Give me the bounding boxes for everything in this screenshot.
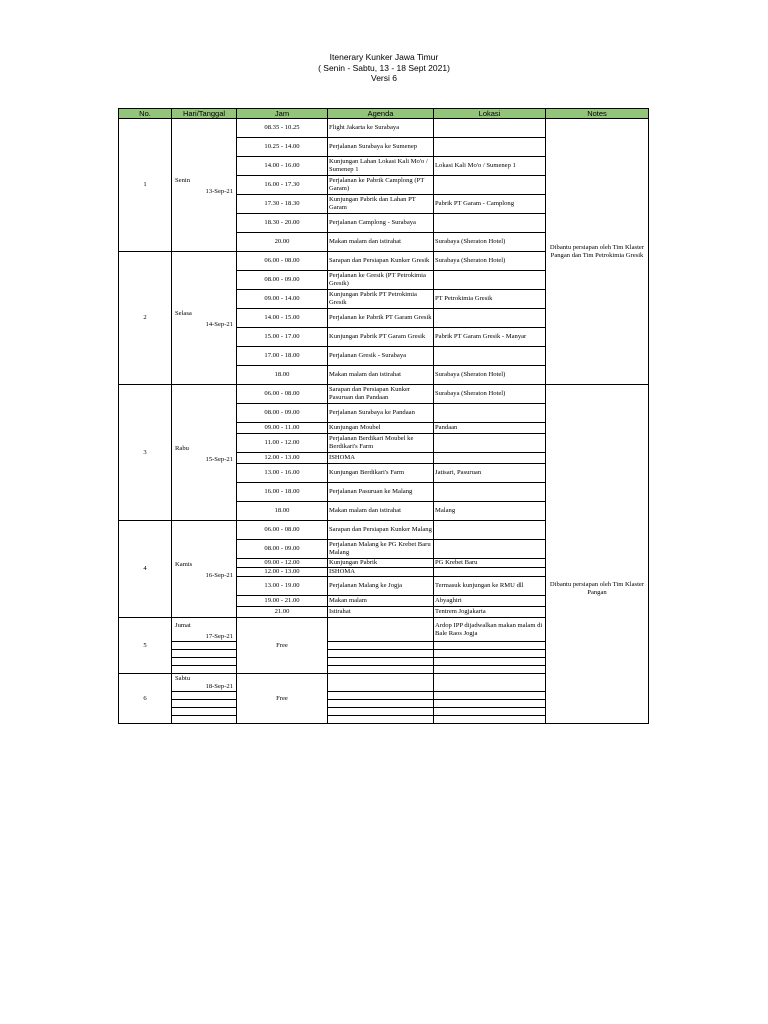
agenda-cell bbox=[328, 715, 434, 723]
location-cell: Malang bbox=[434, 502, 546, 521]
agenda-cell bbox=[328, 618, 434, 642]
time-cell: 19.00 - 21.00 bbox=[237, 596, 328, 607]
table-header-row bbox=[119, 109, 649, 119]
time-cell: 06.00 - 08.00 bbox=[237, 521, 328, 540]
time-cell: 09.00 - 12.00 bbox=[237, 559, 328, 568]
notes-cell: Dibantu persiapan oleh Tim Klaster Pangan dan Tim Petrokimia Gresik bbox=[546, 119, 649, 385]
location-cell: PG Krebet Baru bbox=[434, 559, 546, 568]
time-cell: 18.00 bbox=[237, 366, 328, 385]
location-cell: Surabaya (Sheraton Hotel) bbox=[434, 366, 546, 385]
itinerary-table bbox=[118, 108, 649, 724]
location-cell: Pabrik PT Garam Gresik - Manyar bbox=[434, 328, 546, 347]
location-cell: Lokasi Kali Mo'o / Sumenep 1 bbox=[434, 157, 546, 176]
agenda-cell: Perjalanan Surabaya ke Sumenep bbox=[328, 138, 434, 157]
time-cell: 06.00 - 08.00 bbox=[237, 385, 328, 404]
day-cell bbox=[172, 385, 237, 521]
agenda-cell bbox=[328, 699, 434, 707]
agenda-cell bbox=[328, 707, 434, 715]
time-cell: 17.00 - 18.00 bbox=[237, 347, 328, 366]
document-header bbox=[0, 52, 768, 84]
location-cell bbox=[434, 453, 546, 464]
agenda-cell: Sarapan dan Persiapan Kunker Gresik bbox=[328, 252, 434, 271]
time-cell: 21.00 bbox=[237, 607, 328, 618]
notes-text: Dibantu persiapan oleh Tim Klaster Pangan bbox=[549, 581, 645, 596]
agenda-cell bbox=[328, 674, 434, 692]
notes-cell-empty bbox=[546, 385, 649, 724]
column-header-location: Lokasi bbox=[434, 109, 546, 119]
day-number: 4 bbox=[119, 521, 172, 618]
day-cell bbox=[172, 650, 237, 658]
location-cell bbox=[434, 176, 546, 195]
column-header-day: Hari/Tanggal bbox=[172, 109, 237, 119]
location-cell bbox=[434, 715, 546, 723]
location-cell bbox=[434, 658, 546, 666]
location-cell bbox=[434, 691, 546, 699]
day-cell bbox=[172, 691, 237, 699]
location-cell bbox=[434, 699, 546, 707]
day-number: 1 bbox=[119, 119, 172, 252]
agenda-cell: Perjalanan ke Pabrik PT Garam Gresik bbox=[328, 309, 434, 328]
time-cell: 15.00 - 17.00 bbox=[237, 328, 328, 347]
time-cell: Free bbox=[237, 674, 328, 724]
agenda-cell: Sarapan dan Persiapan Kunker Pasuruan dan Pandaan bbox=[328, 385, 434, 404]
day-date: 18-Sep-21 bbox=[205, 683, 233, 690]
location-cell: Jatisari, Pasuruan bbox=[434, 464, 546, 483]
document-title: Itenerary Kunker Jawa Timur bbox=[329, 52, 439, 62]
location-cell: Pabrik PT Garam - Camplong bbox=[434, 195, 546, 214]
day-date: 16-Sep-21 bbox=[205, 572, 233, 580]
agenda-cell bbox=[328, 658, 434, 666]
agenda-cell: Perjalanan Camplong - Surabaya bbox=[328, 214, 434, 233]
table-row bbox=[119, 119, 649, 138]
day-cell bbox=[172, 119, 237, 252]
agenda-cell bbox=[328, 650, 434, 658]
location-cell: Surabaya (Sheraton Hotel) bbox=[434, 252, 546, 271]
day-date: 14-Sep-21 bbox=[205, 321, 233, 329]
agenda-cell: ISHOMA bbox=[328, 453, 434, 464]
agenda-cell: Perjalanan Malang ke PG Krebet Baru Malang bbox=[328, 540, 434, 559]
location-cell: Surabaya (Sheraton Hotel) bbox=[434, 233, 546, 252]
column-header-notes: Notes bbox=[546, 109, 649, 119]
agenda-cell: ISHOMA bbox=[328, 568, 434, 577]
day-name: Rabu bbox=[175, 444, 189, 452]
location-cell: Tentrem Jogjakarta bbox=[434, 607, 546, 618]
time-cell: 16.00 - 17.30 bbox=[237, 176, 328, 195]
day-cell bbox=[172, 252, 237, 385]
agenda-cell: Kunjungan Pabrik PT Petrokimia Gresik bbox=[328, 290, 434, 309]
day-number: 2 bbox=[119, 252, 172, 385]
day-number: 3 bbox=[119, 385, 172, 521]
location-cell bbox=[434, 666, 546, 674]
day-cell bbox=[172, 642, 237, 650]
column-header-agenda: Agenda bbox=[328, 109, 434, 119]
day-cell bbox=[172, 707, 237, 715]
agenda-cell: Kunjungan Pabrik dan Lahan PT Garam bbox=[328, 195, 434, 214]
time-cell: 16.00 - 18.00 bbox=[237, 483, 328, 502]
location-cell bbox=[434, 521, 546, 540]
day-cell bbox=[172, 666, 237, 674]
agenda-cell: Perjalanan Pasuruan ke Malang bbox=[328, 483, 434, 502]
agenda-cell bbox=[328, 666, 434, 674]
location-cell bbox=[434, 214, 546, 233]
agenda-cell: Kunjungan Pabrik bbox=[328, 559, 434, 568]
time-cell: 12.00 - 13.00 bbox=[237, 453, 328, 464]
column-header-no: No. bbox=[119, 109, 172, 119]
day-cell bbox=[172, 618, 237, 642]
day-date: 15-Sep-21 bbox=[205, 455, 233, 463]
location-cell bbox=[434, 707, 546, 715]
day-name: Jumat bbox=[175, 621, 191, 629]
agenda-cell: Flight Jakarta ke Surabaya bbox=[328, 119, 434, 138]
time-cell: 09.00 - 11.00 bbox=[237, 423, 328, 434]
location-cell bbox=[434, 434, 546, 453]
agenda-cell bbox=[328, 691, 434, 699]
location-cell bbox=[434, 674, 546, 692]
time-cell: 11.00 - 12.00 bbox=[237, 434, 328, 453]
agenda-cell: Makan malam dan istirahat bbox=[328, 502, 434, 521]
location-cell bbox=[434, 271, 546, 290]
agenda-cell: Perjalanan ke Pabrik Camplong (PT Garam) bbox=[328, 176, 434, 195]
day-cell bbox=[172, 715, 237, 723]
time-cell: 10.25 - 14.00 bbox=[237, 138, 328, 157]
time-cell: 18.30 - 20.00 bbox=[237, 214, 328, 233]
location-cell: Pandaan bbox=[434, 423, 546, 434]
location-cell: Abyaghiri bbox=[434, 596, 546, 607]
day-cell bbox=[172, 674, 237, 692]
day-cell bbox=[172, 658, 237, 666]
agenda-cell: Kunjungan Moubel bbox=[328, 423, 434, 434]
time-cell: 18.00 bbox=[237, 502, 328, 521]
agenda-cell: Perjalanan Surabaya ke Pandaan bbox=[328, 404, 434, 423]
time-cell: 12.00 - 13.00 bbox=[237, 568, 328, 577]
time-cell: 06.00 - 08.00 bbox=[237, 252, 328, 271]
location-cell bbox=[434, 309, 546, 328]
day-name: Kamis bbox=[175, 561, 193, 569]
day-name: Selasa bbox=[175, 310, 192, 318]
location-cell bbox=[434, 483, 546, 502]
agenda-cell: Istirahat bbox=[328, 607, 434, 618]
location-cell bbox=[434, 650, 546, 658]
location-cell bbox=[434, 138, 546, 157]
day-number: 6 bbox=[119, 674, 172, 724]
agenda-cell: Makan malam dan istirahat bbox=[328, 233, 434, 252]
day-name: Sabtu bbox=[175, 675, 191, 682]
location-cell bbox=[434, 119, 546, 138]
time-cell: 08.00 - 09.00 bbox=[237, 540, 328, 559]
location-cell: Termasuk kunjungan ke RMU dll bbox=[434, 577, 546, 596]
document-version: Versi 6 bbox=[371, 73, 397, 83]
time-cell: 17.30 - 18.30 bbox=[237, 195, 328, 214]
agenda-cell: Kunjungan Berdikari's Farm bbox=[328, 464, 434, 483]
location-cell bbox=[434, 540, 546, 559]
agenda-cell: Kunjungan Lahan Lokasi Kali Mo'o / Sumenep 1 bbox=[328, 157, 434, 176]
agenda-cell: Perjalanan Malang ke Jogja bbox=[328, 577, 434, 596]
agenda-cell: Sarapan dan Persiapan Kunker Malang bbox=[328, 521, 434, 540]
time-cell: 08.00 - 09.00 bbox=[237, 404, 328, 423]
agenda-cell: Makan malam bbox=[328, 596, 434, 607]
time-cell: 13.00 - 16.00 bbox=[237, 464, 328, 483]
day-name: Senin bbox=[175, 177, 191, 185]
day-date: 13-Sep-21 bbox=[205, 188, 233, 196]
location-cell: Surabaya (Sheraton Hotel) bbox=[434, 385, 546, 404]
time-cell: Free bbox=[237, 618, 328, 674]
time-cell: 20.00 bbox=[237, 233, 328, 252]
location-cell bbox=[434, 404, 546, 423]
day-cell bbox=[172, 699, 237, 707]
day-number: 5 bbox=[119, 618, 172, 674]
time-cell: 08.35 - 10.25 bbox=[237, 119, 328, 138]
time-cell: 13.00 - 19.00 bbox=[237, 577, 328, 596]
location-cell: PT Petrokimia Gresik bbox=[434, 290, 546, 309]
location-cell bbox=[434, 642, 546, 650]
time-cell: 08.00 - 09.00 bbox=[237, 271, 328, 290]
agenda-cell: Perjalanan Berdikari Moubel ke Berdikari's Farm bbox=[328, 434, 434, 453]
time-cell: 14.00 - 16.00 bbox=[237, 157, 328, 176]
day-cell bbox=[172, 521, 237, 618]
table-row bbox=[119, 385, 649, 404]
time-cell: 09.00 - 14.00 bbox=[237, 290, 328, 309]
location-cell: Ardop IPP dijadwalkan makan malam di Bale Raos Jogja bbox=[434, 618, 546, 642]
agenda-cell: Makan malam dan istirahat bbox=[328, 366, 434, 385]
location-cell bbox=[434, 568, 546, 577]
location-cell bbox=[434, 347, 546, 366]
time-cell: 14.00 - 15.00 bbox=[237, 309, 328, 328]
agenda-cell: Perjalanan ke Gresik (PT Petrokimia Gresik) bbox=[328, 271, 434, 290]
document-subtitle: ( Senin - Sabtu, 13 - 18 Sept 2021) bbox=[318, 62, 450, 73]
agenda-cell: Perjalanan Gresik - Surabaya bbox=[328, 347, 434, 366]
column-header-time: Jam bbox=[237, 109, 328, 119]
day-date: 17-Sep-21 bbox=[205, 632, 233, 640]
agenda-cell: Kunjungan Pabrik PT Garam Gresik bbox=[328, 328, 434, 347]
agenda-cell bbox=[328, 642, 434, 650]
